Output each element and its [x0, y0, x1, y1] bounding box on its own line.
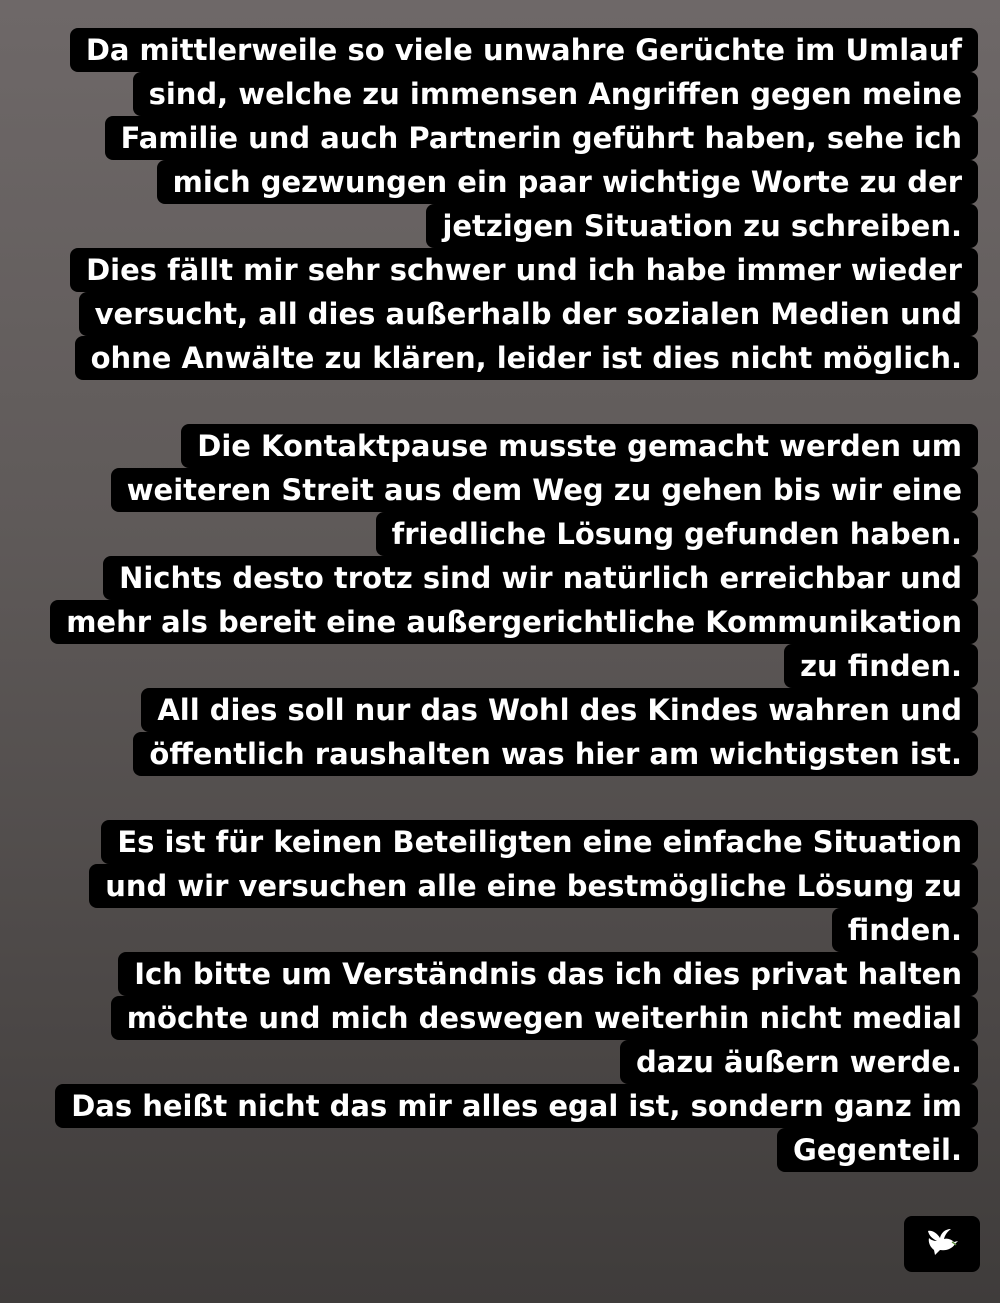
text-line: mehr als bereit eine außergerichtliche Kommunikation	[50, 600, 978, 644]
text-line: Das heißt nicht das mir alles egal ist, sondern ganz im	[55, 1084, 978, 1128]
text-line: Ich bitte um Verständnis das ich dies privat halten	[118, 952, 978, 996]
text-line: weiteren Streit aus dem Weg zu gehen bis wir eine	[111, 468, 978, 512]
dove-icon-box	[904, 1216, 980, 1272]
text-line: Dies fällt mir sehr schwer und ich habe immer wieder	[70, 248, 978, 292]
story-text-block	[8, 28, 978, 1172]
dove-icon	[925, 1227, 959, 1261]
text-line: dazu äußern werde.	[620, 1040, 978, 1084]
text-line: Familie und auch Partnerin geführt haben, sehe ich	[105, 116, 978, 160]
text-line: Es ist für keinen Beteiligten eine einfache Situation	[101, 820, 978, 864]
dove-sticker	[904, 1216, 980, 1272]
text-line: All dies soll nur das Wohl des Kindes wahren und	[141, 688, 978, 732]
paragraph-1	[8, 28, 978, 380]
text-line: sind, welche zu immensen Angriffen gegen meine	[133, 72, 978, 116]
text-line: Nichts desto trotz sind wir natürlich erreichbar und	[103, 556, 978, 600]
text-line: friedliche Lösung gefunden haben.	[376, 512, 978, 556]
text-line: Da mittlerweile so viele unwahre Gerüchte im Umlauf	[70, 28, 978, 72]
text-line: finden.	[832, 908, 978, 952]
paragraph-3	[8, 820, 978, 1172]
paragraph-2	[8, 424, 978, 776]
text-line: mich gezwungen ein paar wichtige Worte zu der	[157, 160, 978, 204]
text-line: Gegenteil.	[777, 1128, 978, 1172]
text-line: möchte und mich deswegen weiterhin nicht medial	[111, 996, 978, 1040]
text-line: Die Kontaktpause musste gemacht werden um	[181, 424, 978, 468]
text-line: und wir versuchen alle eine bestmögliche Lösung zu	[89, 864, 978, 908]
text-line: jetzigen Situation zu schreiben.	[426, 204, 978, 248]
text-line: versucht, all dies außerhalb der sozialen Medien und	[79, 292, 978, 336]
text-line: zu finden.	[784, 644, 978, 688]
text-line: öffentlich raushalten was hier am wichtigsten ist.	[133, 732, 978, 776]
text-line: ohne Anwälte zu klären, leider ist dies nicht möglich.	[75, 336, 978, 380]
